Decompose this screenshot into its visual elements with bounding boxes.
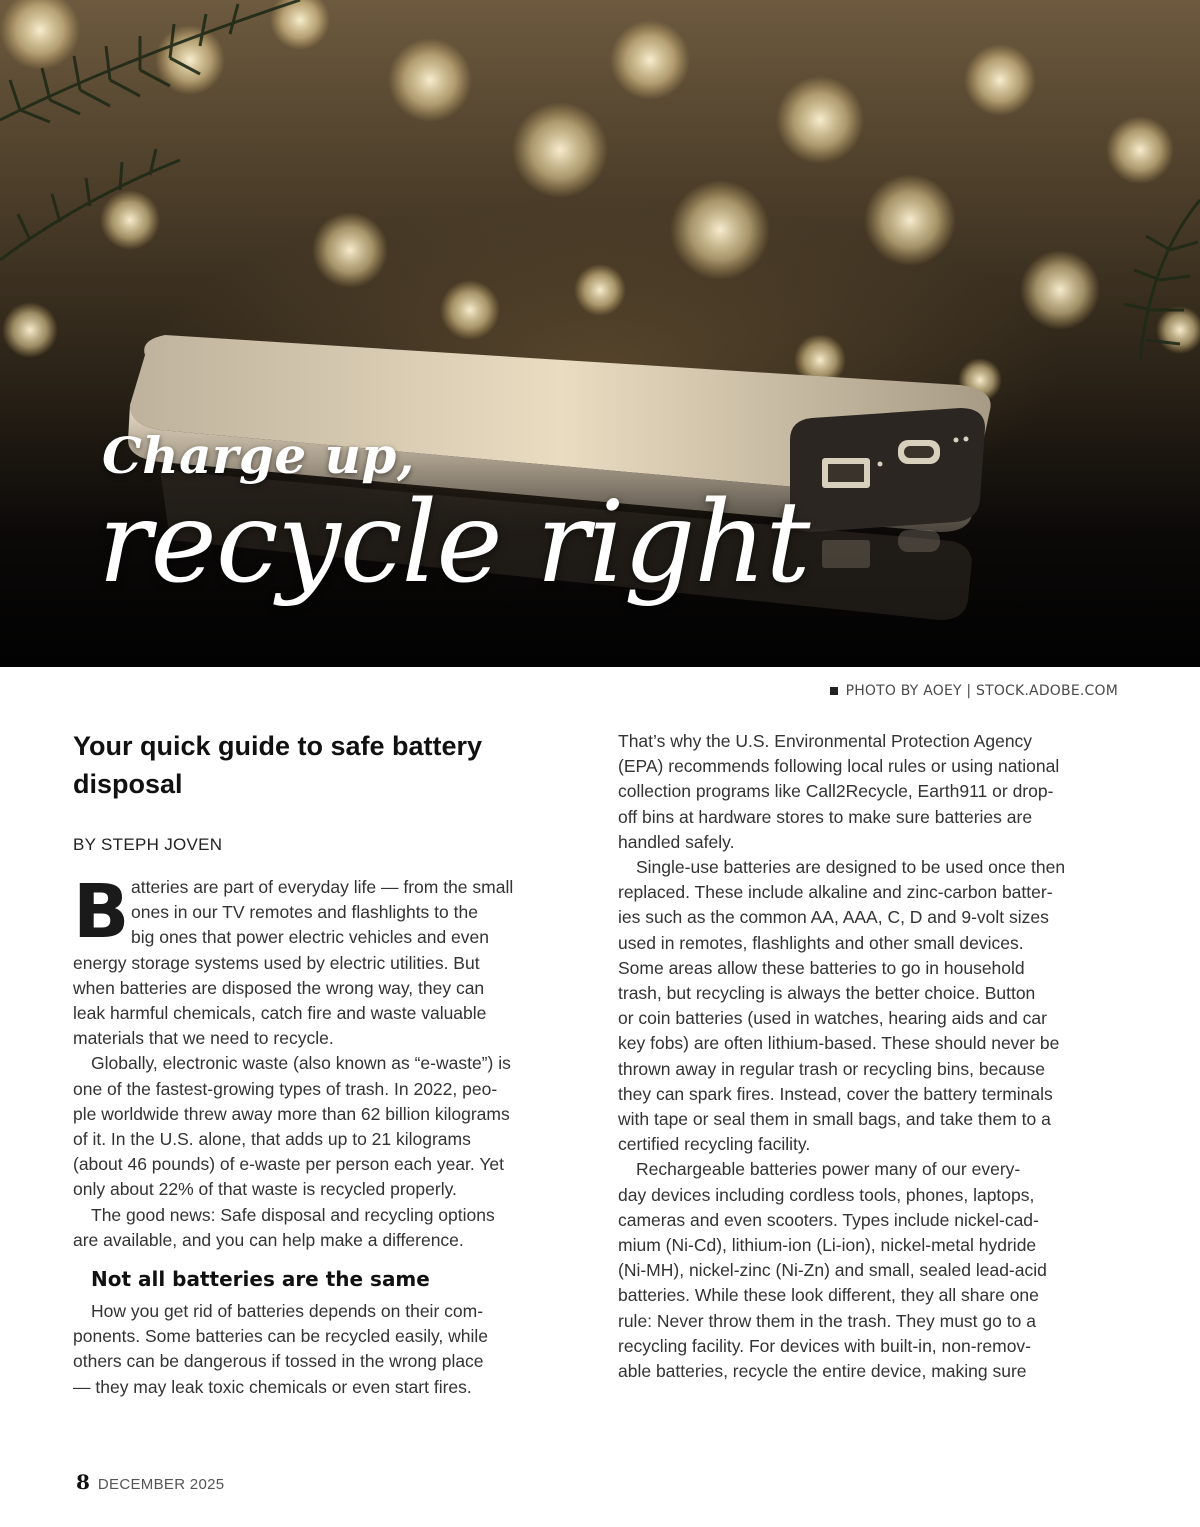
text-line: (about 46 pounds) of e-waste per person each year. Yet [73, 1154, 504, 1175]
text-line: materials that we need to recycle. [73, 1028, 334, 1049]
text-line: with tape or seal them in small bags, and take them to a [618, 1109, 1051, 1130]
text-line: off bins at hardware stores to make sure batteries are [618, 806, 1033, 827]
text-line: one of the fastest-growing types of trash. In 2022, peo- [73, 1078, 498, 1099]
text-line: batteries. While these look different, they all share one [618, 1285, 1039, 1306]
text-line: How you get rid of batteries depends on their com- [91, 1301, 484, 1322]
text-line: Rechargeable batteries power many of our every- [636, 1159, 1021, 1180]
text-line: That’s why the U.S. Environmental Protection Agency [618, 731, 1033, 751]
article-column-left [73, 727, 585, 1400]
hero-title-line2: recycle right [98, 478, 810, 608]
paragraph [73, 1299, 585, 1400]
text-line: energy storage systems used by electric utilities. But [73, 952, 480, 973]
text-line: able batteries, recycle the entire device, making sure [618, 1361, 1027, 1382]
text-line: rule: Never throw them in the trash. They must go to a [618, 1310, 1036, 1331]
hero-title-line1: Charge up, [102, 426, 415, 485]
text-line: Single-use batteries are designed to be used once then [636, 857, 1066, 878]
text-line: The good news: Safe disposal and recycling options [91, 1204, 495, 1225]
text-line: or coin batteries (used in watches, hearing aids and car [618, 1008, 1047, 1029]
text-line: replaced. These include alkaline and zinc-carbon batter- [618, 882, 1053, 903]
text-line: only about 22% of that waste is recycled properly. [73, 1179, 457, 1200]
text-line: ponents. Some batteries can be recycled easily, while [73, 1326, 489, 1347]
text-line: day devices including cordless tools, phones, laptops, [618, 1184, 1035, 1205]
text-line: — they may leak toxic chemicals or even start fires. [73, 1376, 472, 1397]
text-line: ones in our TV remotes and flashlights to the [131, 902, 478, 923]
square-bullet-icon [830, 687, 838, 695]
byline: BY STEPH JOVEN [73, 835, 223, 854]
text-line: handled safely. [618, 831, 735, 852]
intro-paragraph [73, 869, 585, 1051]
text-line: (Ni-MH), nickel-zinc (Ni-Zn) and small, sealed lead-acid [618, 1260, 1047, 1281]
paragraph [618, 855, 1130, 1157]
text-line: atteries are part of everyday life — from the small [131, 877, 514, 897]
text-line: big ones that power electric vehicles and even [131, 927, 489, 948]
photo-credit [830, 683, 1118, 699]
photo-credit-text: PHOTO BY AOEY | STOCK.ADOBE.COM [845, 683, 1118, 699]
page-footer [76, 1470, 224, 1494]
article-headline [73, 727, 585, 803]
text-line: are available, and you can help make a difference. [73, 1229, 464, 1250]
text-line: mium (Ni-Cd), lithium-ion (Li-ion), nickel-metal hydride [618, 1235, 1037, 1256]
text-line: ies such as the common AA, AAA, C, D and 9-volt sizes [618, 907, 1049, 928]
issue-date: DECEMBER 2025 [97, 1476, 225, 1493]
text-line: Globally, electronic waste (also known as “e-waste”) is [91, 1053, 511, 1074]
text-line: ple worldwide threw away more than 62 billion kilograms [73, 1103, 510, 1124]
drop-cap: B [73, 869, 130, 955]
text-line: of it. In the U.S. alone, that adds up to 21 kilograms [73, 1129, 471, 1150]
hero-photo [0, 0, 1200, 667]
text-line: Some areas allow these batteries to go in household [618, 957, 1025, 978]
page-number: 8 [76, 1470, 90, 1494]
headline-line: disposal [73, 769, 183, 799]
text-line: used in remotes, flashlights and other small devices. [618, 932, 1024, 953]
text-line: (EPA) recommends following local rules or using national [618, 756, 1060, 777]
text-line: they can spark fires. Instead, cover the battery terminals [618, 1083, 1053, 1104]
paragraph [618, 1157, 1130, 1384]
article-column-right [618, 729, 1130, 1384]
headline-line: Your quick guide to safe battery [73, 731, 483, 761]
text-line: collection programs like Call2Recycle, Earth911 or drop- [618, 781, 1054, 802]
paragraph [73, 1051, 585, 1202]
paragraph [618, 729, 1130, 855]
text-line: cameras and even scooters. Types include nickel-cad- [618, 1209, 1039, 1230]
text-line: key fobs) are often lithium-based. These should never be [618, 1033, 1060, 1054]
text-line: leak harmful chemicals, catch fire and waste valuable [73, 1003, 487, 1024]
text-line: recycling facility. For devices with built-in, non-remov- [618, 1335, 1032, 1356]
text-line: certified recycling facility. [618, 1134, 811, 1155]
text-line: when batteries are disposed the wrong way, they can [73, 977, 485, 998]
section-subhead: Not all batteries are the same [91, 1267, 430, 1292]
text-line: others can be dangerous if tossed in the wrong place [73, 1351, 484, 1372]
text-line: trash, but recycling is always the better choice. Button [618, 983, 1036, 1004]
text-line: thrown away in regular trash or recycling bins, because [618, 1058, 1046, 1079]
paragraph [73, 1203, 585, 1253]
